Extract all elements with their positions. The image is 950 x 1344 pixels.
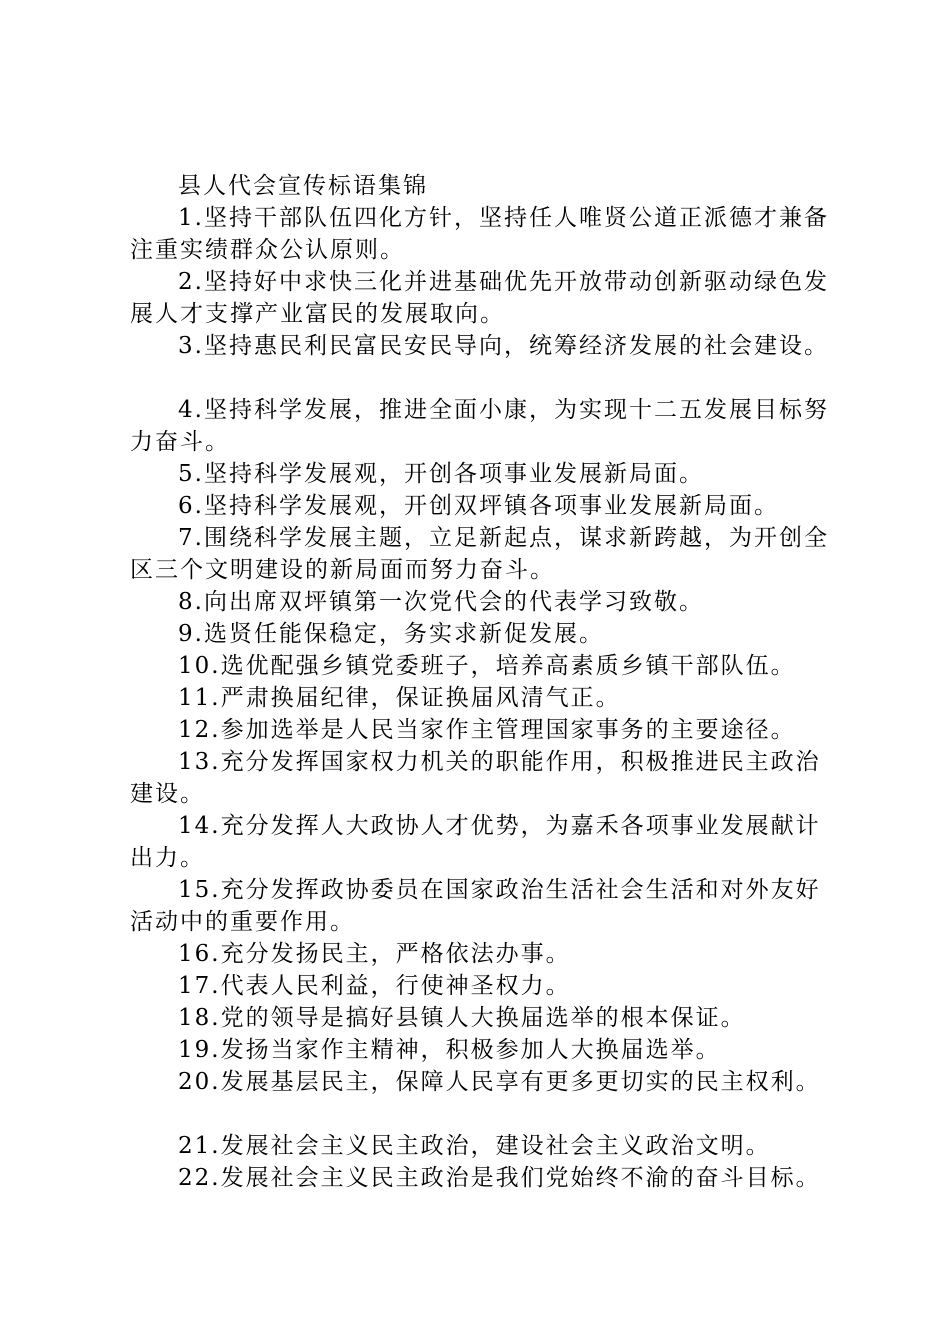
slogan-item-8: 8.向出席双坪镇第一次党代会的代表学习致敬。	[178, 589, 704, 615]
slogan-item-13: 13.充分发挥国家权力机关的职能作用，积极推进民主政治建设。	[130, 749, 821, 807]
slogan-item-22: 22.发展社会主义民主政治是我们党始终不渝的奋斗目标。	[178, 1165, 821, 1191]
slogan-item-9: 9.选贤任能保稳定，务实求新促发展。	[178, 621, 604, 647]
slogan-item-21: 21.发展社会主义民主政治，建设社会主义政治文明。	[178, 1133, 771, 1159]
slogan-item-1: 1.坚持干部队伍四化方针，坚持任人唯贤公道正派德才兼备注重实绩群众公认原则。	[130, 205, 829, 263]
slogan-item-4: 4.坚持科学发展，推进全面小康，为实现十二五发展目标努力奋斗。	[130, 397, 829, 455]
slogan-item-11: 11.严肃换届纪律，保证换届风清气正。	[178, 685, 621, 711]
document-body	[130, 170, 840, 1194]
slogan-item-15: 15.充分发挥政协委员在国家政治生活社会生活和对外友好活动中的重要作用。	[130, 877, 821, 935]
slogan-item-7: 7.围绕科学发展主题，立足新起点，谋求新跨越，为开创全区三个文明建设的新局面而努力奋斗。	[130, 525, 829, 583]
slogan-item-6: 6.坚持科学发展观，开创双坪镇各项事业发展新局面。	[178, 493, 779, 519]
slogan-item-16: 16.充分发扬民主，严格依法办事。	[178, 941, 571, 967]
slogan-item-5: 5.坚持科学发展观，开创各项事业发展新局面。	[178, 461, 704, 487]
slogan-item-12: 12.参加选举是人民当家作主管理国家事务的主要途径。	[178, 717, 796, 743]
slogan-item-10: 10.选优配强乡镇党委班子，培养高素质乡镇干部队伍。	[178, 653, 796, 679]
slogan-item-20: 20.发展基层民主，保障人民享有更多更切实的民主权利。	[178, 1069, 821, 1095]
slogan-item-14: 14.充分发挥人大政协人才优势，为嘉禾各项事业发展献计出力。	[130, 813, 821, 871]
slogan-item-2: 2.坚持好中求快三化并进基础优先开放带动创新驱动绿色发展人才支撑产业富民的发展取向。	[130, 269, 829, 327]
slogan-item-17: 17.代表人民利益，行使神圣权力。	[178, 973, 571, 999]
slogan-item-18: 18.党的领导是搞好县镇人大换届选举的根本保证。	[178, 1005, 746, 1031]
slogan-item-3: 3.坚持惠民利民富民安民导向，统筹经济发展的社会建设。	[178, 333, 829, 359]
slogan-item-19: 19.发扬当家作主精神，积极参加人大换届选举。	[178, 1037, 721, 1063]
document-title: 县人代会宣传标语集锦	[178, 173, 428, 199]
